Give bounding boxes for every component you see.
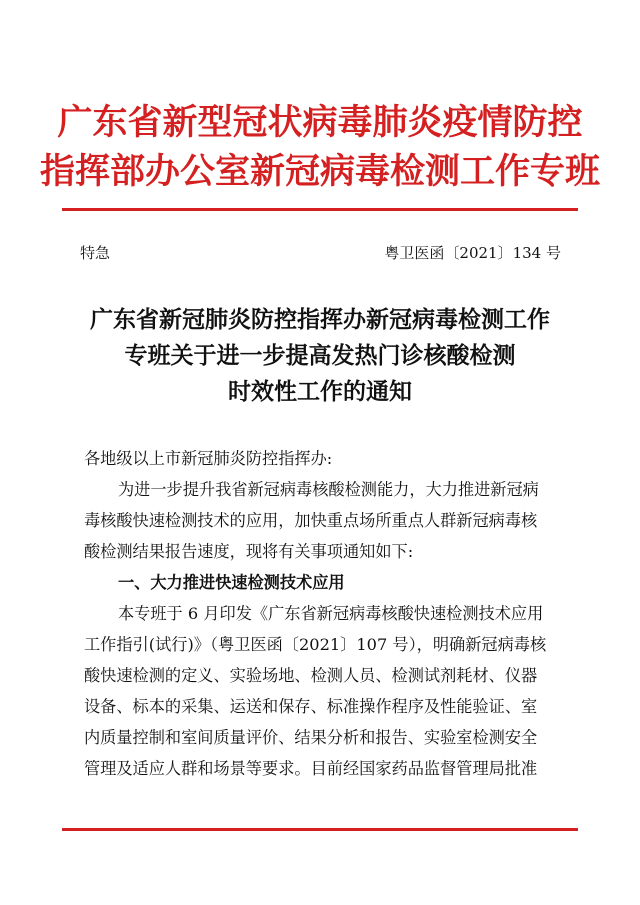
paragraph-1-line: 为进一步提升我省新冠病毒核酸检测能力，大力推进新冠病 bbox=[118, 480, 539, 499]
footer-red-rule bbox=[62, 828, 578, 831]
letterhead-line-2: 指挥部办公室新冠病毒检测工作专班 bbox=[39, 151, 600, 192]
paragraph-2-line: 本专班于 6 月印发《广东省新冠病毒核酸快速检测技术应用 bbox=[118, 604, 544, 623]
document-title-line-2: 专班关于进一步提高发热门诊核酸检测 bbox=[124, 342, 516, 369]
urgency-label: 特急 bbox=[80, 244, 111, 262]
paragraph-1-line: 酸检测结果报告速度，现将有关事项通知如下: bbox=[84, 542, 414, 561]
salutation: 各地级以上市新冠肺炎防控指挥办: bbox=[84, 449, 333, 468]
paragraph-2-line: 工作指引(试行)》（粤卫医函〔2021〕107 号），明确新冠病毒核 bbox=[84, 635, 547, 654]
document-number: 粤卫医函〔2021〕134 号 bbox=[384, 244, 561, 262]
paragraph-2-line: 设备、标本的采集、运送和保存、标准操作程序及性能验证、室 bbox=[84, 697, 538, 716]
letterhead-line-1: 广东省新型冠状病毒肺炎疫情防控 bbox=[57, 102, 583, 143]
paragraph-2-line: 酸快速检测的定义、实验场地、检测人员、检测试剂耗材、仪器 bbox=[84, 666, 538, 685]
paragraph-1-line: 毒核酸快速检测技术的应用，加快重点场所重点人群新冠病毒核 bbox=[84, 511, 538, 530]
document-title-line-1: 广东省新冠肺炎防控指挥办新冠病毒检测工作 bbox=[90, 306, 550, 333]
document-title-line-3: 时效性工作的通知 bbox=[228, 378, 412, 405]
paragraph-2-line: 内质量控制和室间质量评价、结果分析和报告、实验室检测安全 bbox=[84, 728, 538, 747]
paragraph-2-line: 管理及适应人群和场景等要求。目前经国家药品监督管理局批准 bbox=[84, 759, 538, 778]
letterhead-red-rule bbox=[62, 208, 578, 211]
section-1-heading: 一、大力推进快速检测技术应用 bbox=[118, 573, 345, 592]
